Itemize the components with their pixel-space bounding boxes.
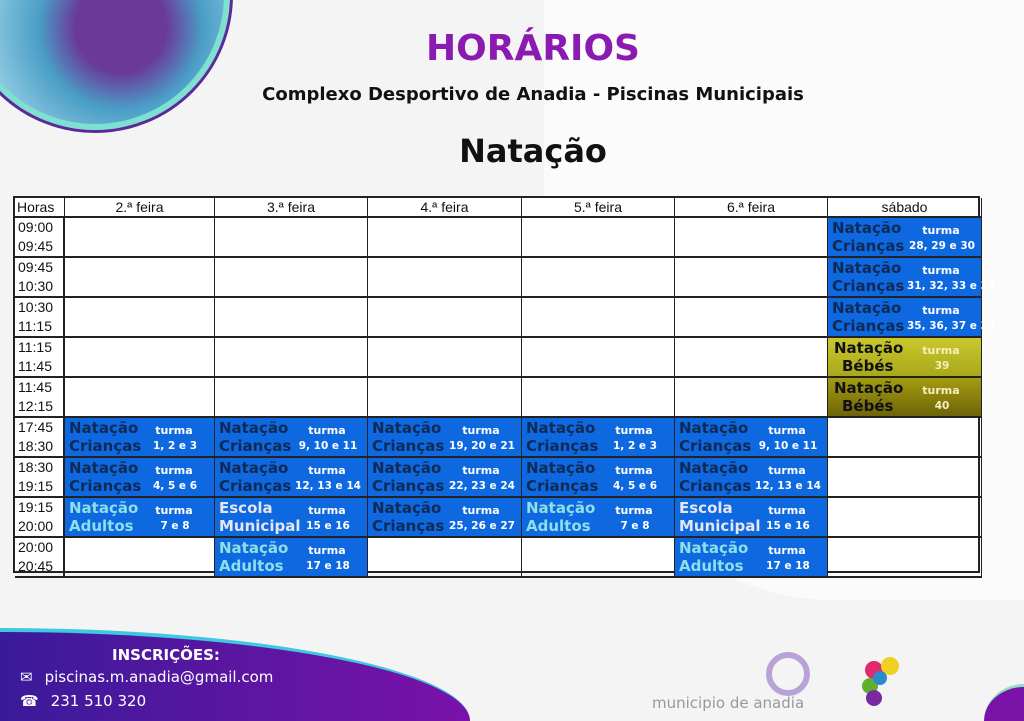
class-slot[interactable] [368,498,522,538]
column-header: 3.ª feira [215,198,368,218]
sport-title: Natação [459,132,607,170]
class-name: Natação [69,499,139,517]
hands-icon [856,652,916,712]
time-cell [15,418,65,458]
page-title: HORÁRIOS [426,28,640,69]
turma-label: turma [155,504,193,517]
schedule-cell [215,378,368,418]
turma-numbers: 1, 2 e 3 [613,440,657,452]
class-slot[interactable] [522,418,675,458]
turma-label: turma [308,504,346,517]
class-slot[interactable] [675,418,828,458]
schedule-cell [675,378,828,418]
class-name: Natação [834,339,904,357]
class-group: Municipal [219,517,301,535]
turma-label: turma [615,424,653,437]
time-start: 18:30 [18,459,54,475]
turma-numbers: 7 e 8 [620,520,650,532]
time-cell [15,458,65,498]
phone-number: 231 510 320 [50,692,147,710]
schedule-cell [65,258,215,298]
class-slot[interactable] [522,458,675,498]
class-slot[interactable] [828,298,996,338]
schedule-cell [215,338,368,378]
schedule-cell [368,218,522,258]
sentir-anadia-logo [856,652,916,712]
class-group: Adultos [526,517,591,535]
schedule-cell [675,298,828,338]
turma-label: turma [308,544,346,557]
turma-numbers: 4, 5 e 6 [613,480,657,492]
time-cell [15,218,65,258]
turma-label: turma [922,384,960,397]
class-slot[interactable] [215,458,368,498]
turma-numbers: 12, 13 e 14 [755,480,821,492]
schedule-cell [65,538,215,578]
municipio-spiral-logo [766,652,810,696]
turma-label: turma [155,464,193,477]
turma-numbers: 25, 26 e 27 [449,520,515,532]
schedule-cell [675,338,828,378]
class-name: Natação [679,419,749,437]
class-name: Natação [834,379,904,397]
schedule-cell [368,338,522,378]
schedule-cell [522,338,675,378]
turma-numbers: 9, 10 e 11 [758,440,818,452]
schedule-cell [368,378,522,418]
time-end: 12:15 [18,398,54,414]
turma-label: turma [922,344,960,357]
schedule-cell [522,258,675,298]
class-name: Natação [526,419,596,437]
schedule-cell [65,338,215,378]
time-start: 09:00 [18,219,54,235]
class-slot[interactable] [828,218,982,258]
class-name: Escola [679,499,733,517]
schedule-cell [65,298,215,338]
schedule-cell [215,218,368,258]
turma-numbers: 35, 36, 37 e 38 [907,320,996,332]
schedule-cell [522,538,675,578]
class-name: Natação [832,219,902,237]
class-group: Bébés [842,397,894,415]
class-group: Crianças [372,517,445,535]
class-slot[interactable] [828,378,982,418]
turma-label: turma [615,464,653,477]
column-header: 4.ª feira [368,198,522,218]
email-link[interactable]: piscinas.m.anadia@gmail.com [44,668,274,686]
schedule-cell [65,218,215,258]
class-slot[interactable] [675,498,828,538]
class-group: Adultos [679,557,744,575]
class-name: Natação [219,459,289,477]
class-name: Natação [679,459,749,477]
class-group: Crianças [526,477,599,495]
class-name: Natação [372,499,442,517]
schedule-cell [828,418,982,458]
turma-numbers: 17 e 18 [766,560,810,572]
class-group: Adultos [69,517,134,535]
class-group: Crianças [679,437,752,455]
column-header: sábado [828,198,982,218]
class-group: Crianças [832,317,905,335]
class-slot[interactable] [368,458,522,498]
class-slot[interactable] [522,498,675,538]
class-group: Crianças [679,477,752,495]
time-start: 11:15 [18,339,52,355]
turma-numbers: 28, 29 e 30 [909,240,975,252]
class-slot[interactable] [215,418,368,458]
turma-label: turma [308,424,346,437]
time-end: 11:15 [18,318,52,334]
schedule-cell [522,378,675,418]
schedule-cell [215,258,368,298]
class-group: Adultos [219,557,284,575]
class-group: Municipal [679,517,761,535]
class-slot[interactable] [65,458,215,498]
class-slot[interactable] [65,498,215,538]
class-name: Natação [69,419,139,437]
time-cell [15,258,65,298]
schedule-cell [368,258,522,298]
class-group: Crianças [372,437,445,455]
page-subtitle: Complexo Desportivo de Anadia - Piscinas Municipais [262,84,804,105]
class-group: Crianças [69,477,142,495]
schedule-cell [215,298,368,338]
class-group: Crianças [526,437,599,455]
schedule-cell [368,298,522,338]
time-start: 10:30 [18,299,54,315]
class-group: Crianças [372,477,445,495]
schedule-cell [828,538,982,578]
envelope-icon: ✉ [20,668,33,686]
turma-label: turma [922,264,960,277]
class-name: Natação [69,459,139,477]
time-end: 20:45 [18,558,54,574]
class-name: Natação [526,459,596,477]
class-name: Natação [219,419,289,437]
turma-label: turma [462,464,500,477]
class-group: Crianças [219,437,292,455]
time-start: 17:45 [18,419,54,435]
class-group: Crianças [832,277,905,295]
turma-numbers: 15 e 16 [306,520,350,532]
class-slot[interactable] [368,418,522,458]
time-end: 18:30 [18,438,54,454]
class-name: Natação [219,539,289,557]
class-group: Crianças [832,237,905,255]
column-header: Horas [15,198,65,218]
turma-numbers: 9, 10 e 11 [298,440,358,452]
turma-label: turma [462,424,500,437]
turma-numbers: 40 [934,400,950,412]
time-start: 20:00 [18,539,54,555]
schedule-cell [522,218,675,258]
time-end: 09:45 [18,238,54,254]
schedule-cell [368,538,522,578]
turma-label: turma [155,424,193,437]
schedule-cell [828,498,982,538]
class-slot[interactable] [828,258,996,298]
turma-numbers: 7 e 8 [160,520,190,532]
turma-label: turma [308,464,346,477]
class-slot[interactable] [675,458,828,498]
turma-label: turma [922,304,960,317]
column-header: 5.ª feira [522,198,675,218]
registrations-title: INSCRIÇÕES: [112,646,220,664]
class-name: Natação [372,419,442,437]
time-start: 11:45 [18,379,52,395]
time-end: 11:45 [18,358,52,374]
turma-label: turma [768,544,806,557]
time-end: 10:30 [18,278,54,294]
class-slot[interactable] [675,538,828,578]
class-name: Natação [372,459,442,477]
time-cell [15,538,65,578]
turma-numbers: 4, 5 e 6 [153,480,197,492]
turma-label: turma [768,504,806,517]
time-end: 20:00 [18,518,54,534]
class-name: Natação [832,259,902,277]
turma-numbers: 17 e 18 [306,560,350,572]
turma-numbers: 22, 23 e 24 [449,480,515,492]
schedule-cell [828,458,982,498]
time-cell [15,338,65,378]
time-end: 19:15 [18,478,54,494]
time-cell [15,378,65,418]
turma-numbers: 19, 20 e 21 [449,440,515,452]
phone-icon: ☎ [20,692,39,710]
turma-numbers: 1, 2 e 3 [153,440,197,452]
class-name: Natação [832,299,902,317]
class-name: Natação [679,539,749,557]
schedule-table [13,196,996,575]
turma-label: turma [768,464,806,477]
class-slot[interactable] [65,418,215,458]
class-slot[interactable] [215,538,368,578]
turma-numbers: 12, 13 e 14 [295,480,361,492]
turma-label: turma [768,424,806,437]
turma-label: turma [462,504,500,517]
turma-label: turma [615,504,653,517]
turma-numbers: 39 [934,360,950,372]
time-cell [15,498,65,538]
class-slot[interactable] [828,338,982,378]
time-start: 09:45 [18,259,54,275]
class-group: Crianças [69,437,142,455]
class-group: Crianças [219,477,292,495]
turma-numbers: 15 e 16 [766,520,810,532]
email-line [20,668,273,686]
schedule-cell [522,298,675,338]
schedule-cell [675,258,828,298]
corner-decoration [984,684,1024,721]
schedule-cell [675,218,828,258]
schedule-cell [65,378,215,418]
class-name: Escola [219,499,273,517]
column-header: 2.ª feira [65,198,215,218]
class-name: Natação [526,499,596,517]
turma-label: turma [922,224,960,237]
class-slot[interactable] [215,498,368,538]
phone-line [20,692,146,710]
time-start: 19:15 [18,499,54,515]
class-group: Bébés [842,357,894,375]
municipio-logo-text: municipio de anadia [652,694,805,712]
column-header: 6.ª feira [675,198,828,218]
time-cell [15,298,65,338]
turma-numbers: 31, 32, 33 e 34 [907,280,996,292]
